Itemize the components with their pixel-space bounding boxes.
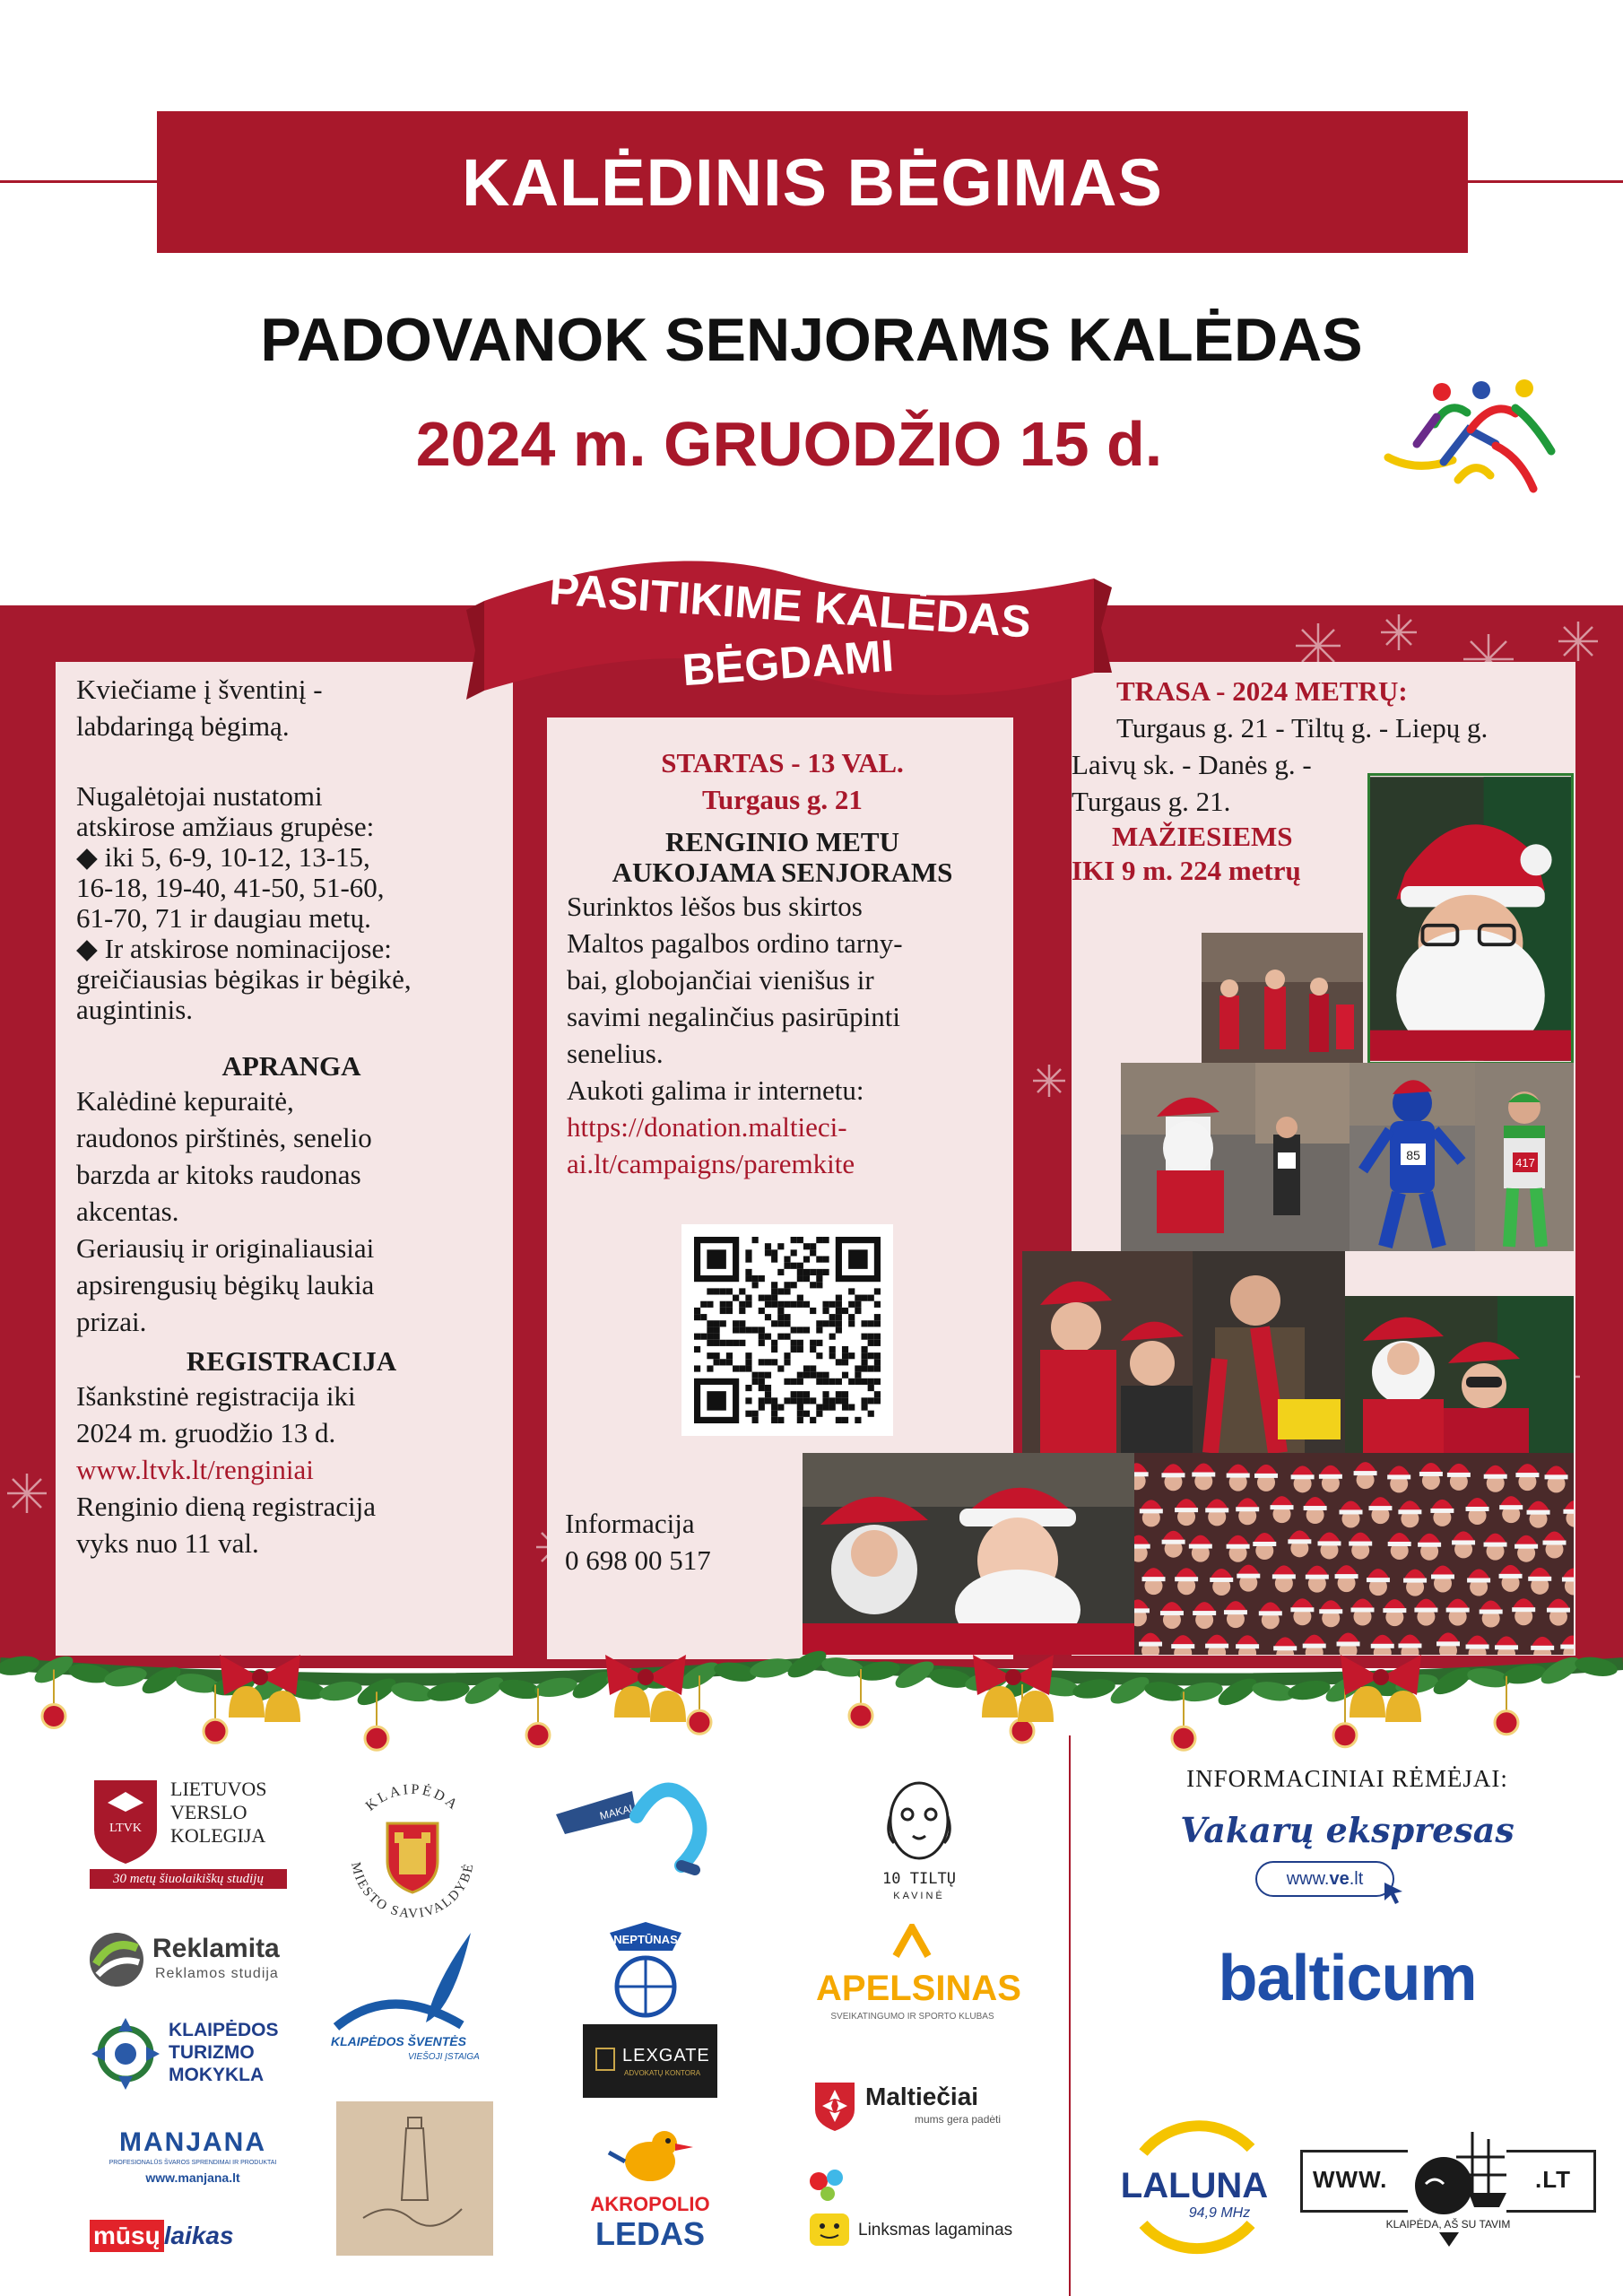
logo-akropolio-ledas[interactable] (574, 2126, 726, 2256)
route-line-2: Laivų sk. - Danės g. - (1072, 749, 1312, 780)
logo-laluna[interactable] (1107, 2099, 1282, 2274)
ltvk-badge-text: LTVK (108, 1822, 143, 1835)
down-triangle-icon (1439, 2232, 1459, 2247)
apelsinas-slice-icon (892, 1924, 933, 1960)
photo-crowd (1134, 1453, 1574, 1655)
santa-couple-photo-icon (1345, 1296, 1574, 1453)
maltieciai-sub: mums gera padėti (915, 2113, 1002, 2126)
donation-link-2[interactable]: ai.lt/campaigns/paremkite (567, 1148, 855, 1179)
children-photo-icon (1022, 1251, 1193, 1453)
registration-line-1: Išankstinė registracija iki (76, 1380, 356, 1412)
lt-part: .LT (1535, 2166, 1572, 2193)
info-sponsors-title: INFORMACINIAI RĖMĖJAI: (1186, 1765, 1508, 1792)
photo-runners-2 (1121, 1063, 1350, 1251)
donation-line-4: savimi negalinčius pasirūpinti (567, 1001, 900, 1032)
runners-photo-icon (1202, 933, 1363, 1063)
logo-balticum[interactable]: balticum (1218, 1943, 1477, 2014)
logo-10-tiltu[interactable] (861, 1780, 977, 1915)
turizmo-line-2: TURIZMO (169, 2042, 255, 2063)
akropolio-line-2: LEDAS (595, 2215, 705, 2252)
compass-icon (90, 2013, 161, 2094)
route-line-3: Turgaus g. 21. (1072, 786, 1231, 817)
logo-klaipedos-sventes[interactable] (327, 1928, 498, 2072)
logo-linksmas-lagaminas[interactable] (803, 2169, 1018, 2249)
musu-part: mūsų (90, 2220, 164, 2252)
donation-title-1: RENGINIO METU (665, 826, 899, 857)
prizes-line-2: apsirengusių bėgikų laukia (76, 1269, 375, 1300)
laikas-part: laikas (163, 2222, 234, 2249)
santa-crowd-photo-icon (1134, 1453, 1574, 1655)
start-time: STARTAS - 13 VAL. (661, 747, 904, 778)
logo-www-lt[interactable] (1300, 2121, 1596, 2256)
laluna-freq: 94,9 MHz (1188, 2205, 1251, 2221)
laluna-name: LALUNA (1120, 2166, 1269, 2205)
logo-maltieciai[interactable] (812, 2079, 1018, 2142)
registration-day-line-2: vyks nuo 11 val. (76, 1527, 259, 1559)
www-lt-sub: KLAIPĖDA, AŠ SU TAVIM (1385, 2218, 1511, 2231)
nominations-line-1: ◆ Ir atskirose nominacijose: (76, 933, 392, 964)
apelsinas-name: APELSINAS (816, 1969, 1021, 2008)
logo-apelsinas[interactable] (816, 1924, 1021, 2027)
laluna-moon-icon (1107, 2099, 1282, 2274)
event-title: KALĖDINIS BĖGIMAS (462, 144, 1163, 220)
logo-vakaru-ekspresas[interactable]: Vakarų ekspresas (1180, 1810, 1515, 1850)
sventes-name: KLAIPĖDOS ŠVENTĖS (331, 2034, 466, 2048)
logo-ltvk[interactable] (90, 1776, 296, 1892)
route-line-1: Turgaus g. 21 - Tiltų g. - Liepų g. (1116, 712, 1488, 744)
donation-line-5: senelius. (567, 1038, 664, 1069)
blue-runner-photo-icon (1350, 1063, 1475, 1251)
logo-musu-laikas[interactable] (90, 2220, 287, 2256)
makalius-hat-icon (547, 1780, 726, 1879)
ribbon-line-2: BĖGDAMI (681, 630, 896, 696)
donation-line-2: Maltos pagalbos ordino tarny- (567, 927, 903, 959)
kids-distance: IKI 9 m. 224 metrų (1072, 855, 1301, 886)
santa-photo-icon (1370, 776, 1571, 1062)
lighthouse-sketch-icon (336, 2101, 493, 2256)
linksmas-name: Linksmas lagaminas (858, 2221, 1013, 2239)
turizmo-line-1: KLAIPĖDOS (169, 2020, 279, 2040)
ltvk-line-2: VERSLO (170, 1801, 247, 1823)
balloons-suitcase-icon (803, 2169, 856, 2249)
gear-line-3: barzda ar kitoks raudonas (76, 1159, 361, 1190)
photo-santa-woman (803, 1453, 1134, 1655)
registration-title: REGISTRACIJA (186, 1345, 397, 1377)
nominations-line-3: augintinis. (76, 994, 194, 1025)
akropolio-line-1: AKROPOLIO (590, 2193, 710, 2215)
apelsinas-sub: SVEIKATINGUMO IR SPORTO KLUBAS (830, 2012, 994, 2022)
ve-url-c: .lt (1349, 1869, 1364, 1889)
prizes-line-3: prizai. (76, 1306, 147, 1337)
donation-line-3: bai, globojančiai vienišus ir (567, 964, 874, 996)
logo-klaipeda-city[interactable] (332, 1771, 493, 1933)
winners-line-1: Nugalėtojai nustatomi (76, 780, 323, 812)
age-groups-line-3: 61-70, 71 ir daugiau metų. (76, 902, 371, 934)
logo-makalius[interactable] (547, 1780, 726, 1879)
photo-blue-runner (1350, 1063, 1475, 1251)
intro-line-1: Kviečiame į šventinį - (76, 674, 323, 705)
ve-url-a: www. (1286, 1869, 1330, 1889)
lexgate-gate-icon (595, 2048, 615, 2071)
contact-info (565, 1505, 834, 1578)
green-runner-photo-icon (1475, 1063, 1574, 1251)
donation-link-1[interactable]: https://donation.maltieci- (567, 1111, 847, 1143)
bib-number-1: 85 (1406, 1148, 1420, 1162)
gear-title: APRANGA (221, 1050, 361, 1082)
logo-neptunas[interactable] (601, 1915, 690, 2022)
sponsor-divider (1069, 1735, 1071, 2296)
turizmo-name (169, 2019, 279, 2086)
age-groups-line-2: 16-18, 19-40, 41-50, 51-60, (76, 872, 385, 903)
prizes-line-1: Geriausių ir originaliausiai (76, 1232, 375, 1264)
info-phone: 0 698 00 517 (565, 1544, 711, 1576)
turizmo-line-3: MOKYKLA (169, 2065, 265, 2085)
sport-figures-logo-icon (1381, 372, 1560, 498)
registration-day-line-1: Renginio dieną registracija (76, 1491, 376, 1522)
event-date: 2024 m. GRUODŽIO 15 d. (415, 409, 1163, 479)
middle-panel-text (556, 744, 1009, 1182)
gear-line-1: Kalėdinė kepuraitė, (76, 1085, 294, 1117)
nominations-line-2: greičiausias bėgikas ir bėgikė, (76, 963, 412, 995)
donation-line-1: Surinktos lėšos bus skirtos (567, 891, 863, 922)
www-part: WWW. (1313, 2166, 1388, 2193)
reklamita-sub: Reklamos studija (155, 1966, 279, 1981)
ltvk-name (170, 1778, 267, 1848)
photo-runners-1 (1202, 933, 1363, 1063)
tiltu-name: 10 TILTŲ (882, 1870, 956, 1888)
ve-url-pill[interactable] (1255, 1861, 1394, 1897)
qr-code[interactable] (681, 1224, 893, 1436)
header-rule-right (1466, 180, 1623, 183)
sail-wave-icon (327, 1928, 498, 2040)
ship-face-icon (1399, 2121, 1515, 2224)
photo-santa-closeup (1367, 773, 1574, 1065)
donation-title-2: AUKOJAMA SENJORAMS (612, 857, 953, 888)
photo-donation (1193, 1251, 1345, 1453)
age-groups-line-1: ◆ iki 5, 6-9, 10-12, 13-15, (76, 841, 370, 873)
sventes-sub: VIEŠOJI ĮSTAIGA (408, 2052, 480, 2062)
manjana-sub: PROFESIONALŪS ŠVAROS SPRENDIMAI IR PRODUKTAI (108, 2160, 277, 2166)
winners-line-2: atskirose amžiaus grupėse: (76, 811, 375, 842)
logo-reklamita[interactable] (85, 1928, 291, 1996)
title-banner (157, 111, 1468, 253)
reklamita-swirl-icon (85, 1928, 148, 1991)
cursor-arrow-icon (1381, 1879, 1408, 1906)
maltieciai-name: Maltiečiai (865, 2083, 979, 2110)
header-rule-left (0, 180, 161, 183)
neptunas-basketball-icon (601, 1915, 690, 2022)
bird-mascot-icon (605, 2126, 695, 2190)
qr-code-icon (694, 1237, 881, 1423)
registration-line-2: 2024 m. gruodžio 13 d. (76, 1417, 336, 1448)
registration-link[interactable]: www.ltvk.lt/renginiai (76, 1454, 314, 1485)
bib-number-2: 417 (1515, 1156, 1535, 1170)
tiltu-face-icon (883, 1780, 955, 1866)
neptunas-text: NEPTŪNAS (613, 1933, 678, 1946)
reklamita-name: Reklamita (152, 1934, 280, 1963)
ribbon-line-1: PASITIKIME KALĖDAS (547, 563, 1033, 648)
route-title: TRASA - 2024 METRŲ: (1116, 675, 1408, 707)
ltvk-line-1: LIETUVOS (170, 1778, 267, 1800)
ribbon-banner (466, 538, 1112, 744)
city-arc-bottom: MIESTO SAVIVALDYBĖ (348, 1860, 477, 1922)
gear-line-2: raudonos pirštinės, senelio (76, 1122, 372, 1153)
tiltu-sub: KAVINĖ (893, 1891, 945, 1901)
logo-lighthouse-signature[interactable] (336, 2101, 493, 2256)
logo-lexgate[interactable] (583, 2024, 717, 2098)
start-place: Turgaus g. 21 (702, 784, 863, 815)
ltvk-tagline: 30 metų šiuolaikiškų studijų (90, 1869, 287, 1889)
info-label: Informacija (565, 1508, 695, 1539)
manjana-url: www.manjana.lt (145, 2170, 240, 2185)
photo-green-runner (1475, 1063, 1574, 1251)
donation-photo-icon (1193, 1251, 1345, 1453)
intro-line-2: labdaringą bėgimą. (76, 710, 290, 742)
christmas-garland-icon (0, 1628, 1623, 1758)
runners-street-photo-icon (1121, 1063, 1350, 1251)
maltese-cross-icon (812, 2079, 858, 2133)
photo-children (1022, 1251, 1193, 1453)
makalius-text: MAKALIUS (598, 1796, 655, 1822)
logo-manjana[interactable] (99, 2127, 287, 2190)
lexgate-name: LEXGATE (622, 2046, 710, 2066)
city-arc-top: KLAIPĖDA (362, 1781, 463, 1814)
logo-turizmo-mokykla[interactable] (90, 2013, 296, 2094)
santa-woman-photo-icon (803, 1453, 1134, 1655)
klaipeda-coat-of-arms-icon (332, 1771, 493, 1933)
manjana-name: MANJANA (119, 2127, 266, 2157)
lexgate-sub: ADVOKATŲ KONTORA (624, 2069, 701, 2077)
ltvk-shield-icon (90, 1776, 161, 1866)
kids-title: MAŽIESIEMS (1112, 821, 1293, 852)
photo-santa-couple (1345, 1296, 1574, 1453)
ltvk-line-3: KOLEGIJA (170, 1824, 266, 1847)
ve-url-b: ve (1329, 1869, 1350, 1889)
left-panel-text (76, 671, 507, 1561)
event-subtitle: PADOVANOK SENJORAMS KALĖDAS (260, 306, 1363, 374)
gear-line-4: akcentas. (76, 1196, 179, 1227)
donate-online-label: Aukoti galima ir internetu: (567, 1074, 864, 1106)
svg-text:KLAIPĖDA (363, 1782, 462, 1814)
